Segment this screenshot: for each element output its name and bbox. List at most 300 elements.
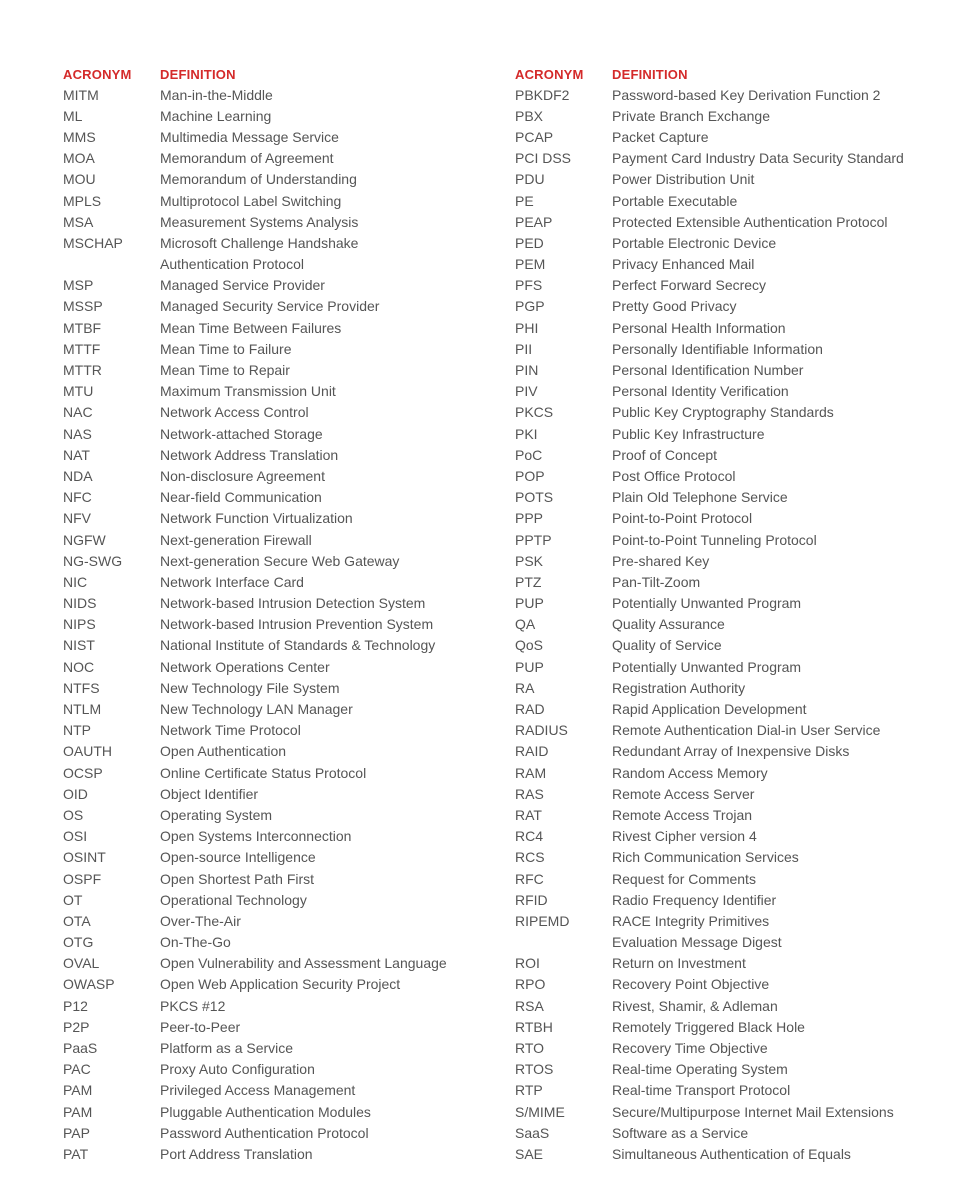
table-row — [63, 910, 483, 931]
acronym-cell: PII — [515, 340, 533, 357]
acronym-cell: NFC — [63, 489, 92, 506]
definition-cell: Remote Access Server — [612, 785, 755, 802]
definition-cell: Open Vulnerability and Assessment Language — [160, 955, 447, 972]
acronym-cell: PIN — [515, 362, 539, 379]
acronym-cell: MTU — [63, 383, 94, 400]
definition-cell: Personally Identifiable Information — [612, 340, 823, 357]
table-row — [63, 1080, 483, 1101]
definition-cell: Point-to-Point Tunneling Protocol — [612, 531, 817, 548]
table-row — [63, 529, 483, 550]
definition-cell: Pre-shared Key — [612, 552, 710, 569]
definition-cell: Peer-to-Peer — [160, 1018, 241, 1035]
acronym-cell: NTP — [63, 722, 91, 739]
table-row — [63, 169, 483, 190]
definition-cell: Network Time Protocol — [160, 722, 301, 739]
acronym-cell: MSSP — [63, 298, 103, 315]
table-row — [63, 84, 483, 105]
acronym-cell: NTLM — [63, 701, 102, 718]
acronym-cell: NIPS — [63, 616, 96, 633]
definition-cell: Multiprotocol Label Switching — [160, 192, 342, 209]
acronym-cell: S/MIME — [515, 1103, 565, 1120]
definition-cell: Network-based Intrusion Detection System — [160, 595, 426, 612]
acronym-cell: MTTR — [63, 362, 102, 379]
table-row — [515, 783, 935, 804]
acronym-cell: SAE — [515, 1145, 544, 1162]
acronym-cell: OTG — [63, 934, 94, 951]
table-row — [63, 465, 483, 486]
acronym-cell: RAD — [515, 701, 545, 718]
acronym-cell: POTS — [515, 489, 554, 506]
definition-cell: Public Key Infrastructure — [612, 425, 765, 442]
definition-cell: Rivest, Shamir, & Adleman — [612, 997, 778, 1014]
table-row — [63, 847, 483, 868]
definition-cell: Private Branch Exchange — [612, 107, 770, 124]
acronym-cell: OVAL — [63, 955, 100, 972]
definition-cell: National Institute of Standards & Technology — [160, 637, 436, 654]
definition-cell: Power Distribution Unit — [612, 171, 755, 188]
acronym-cell: RSA — [515, 997, 544, 1014]
table-row — [63, 487, 483, 508]
table-row — [515, 338, 935, 359]
table-row — [63, 275, 483, 296]
acronym-cell: PAM — [63, 1103, 93, 1120]
acronym-cell: PED — [515, 234, 544, 251]
table-row — [515, 677, 935, 698]
acronym-cell: RTP — [515, 1082, 543, 1099]
table-row — [63, 698, 483, 719]
acronym-cell: MSP — [63, 277, 94, 294]
definition-cell: Secure/Multipurpose Internet Mail Extensions — [612, 1103, 894, 1120]
definition-cell: Recovery Time Objective — [612, 1040, 768, 1057]
definition-cell: Open Systems Interconnection — [160, 828, 352, 845]
table-row — [63, 932, 483, 953]
table-row — [515, 635, 935, 656]
acronym-cell: RA — [515, 679, 535, 696]
acronym-cell: POP — [515, 467, 545, 484]
definition-cell: Mean Time to Repair — [160, 362, 290, 379]
table-row — [515, 359, 935, 380]
acronym-cell: PE — [515, 192, 534, 209]
acronym-cell: NIC — [63, 573, 88, 590]
table-row — [515, 720, 935, 741]
acronym-cell: NGFW — [63, 531, 106, 548]
table-row — [515, 698, 935, 719]
acronym-cell: RFC — [515, 870, 544, 887]
definition-cell: Network Access Control — [160, 404, 309, 421]
acronym-cell: RADIUS — [515, 722, 568, 739]
definition-cell: Next-generation Secure Web Gateway — [160, 552, 400, 569]
acronym-cell: OWASP — [63, 976, 115, 993]
acronym-cell: RAID — [515, 743, 549, 760]
table-row — [63, 804, 483, 825]
definition-cell: Network-attached Storage — [160, 425, 323, 442]
acronym-cell: P12 — [63, 997, 88, 1014]
acronym-cell: NOC — [63, 658, 95, 675]
table-row — [63, 677, 483, 698]
table-row — [515, 656, 935, 677]
definition-cell: Network Address Translation — [160, 446, 339, 463]
table-row — [515, 1101, 935, 1122]
acronym-cell: RIPEMD — [515, 912, 570, 929]
table-row — [515, 847, 935, 868]
definition-cell: Machine Learning — [160, 107, 272, 124]
definition-cell: Network Operations Center — [160, 658, 330, 675]
table-row — [63, 105, 483, 126]
acronym-cell: PEM — [515, 256, 546, 273]
definition-cell: Privileged Access Management — [160, 1082, 356, 1099]
definition-header: DEFINITION — [612, 66, 688, 82]
table-row — [63, 974, 483, 995]
definition-cell: Recovery Point Objective — [612, 976, 770, 993]
acronym-cell: RAS — [515, 785, 544, 802]
table-row — [515, 974, 935, 995]
table-row — [515, 254, 935, 275]
acronym-cell: MSA — [63, 213, 94, 230]
table-row — [515, 126, 935, 147]
definition-cell: New Technology File System — [160, 679, 340, 696]
definition-cell: Over-The-Air — [160, 912, 241, 929]
table-row — [63, 593, 483, 614]
acronym-list-right — [515, 84, 935, 1165]
definition-cell: Potentially Unwanted Program — [612, 595, 802, 612]
table-row — [515, 423, 935, 444]
definition-cell: Open Web Application Security Project — [160, 976, 401, 993]
table-row — [63, 741, 483, 762]
table-row — [63, 148, 483, 169]
definition-cell: Mean Time Between Failures — [160, 319, 342, 336]
table-row — [515, 741, 935, 762]
acronym-cell: ROI — [515, 955, 540, 972]
definition-cell: Measurement Systems Analysis — [160, 213, 359, 230]
acronym-cell: PSK — [515, 552, 544, 569]
definition-cell: Password Authentication Protocol — [160, 1124, 369, 1141]
definition-cell: Plain Old Telephone Service — [612, 489, 788, 506]
table-row — [515, 762, 935, 783]
acronym-cell: MTBF — [63, 319, 102, 336]
table-row — [515, 444, 935, 465]
table-row — [515, 953, 935, 974]
acronym-cell: NG-SWG — [63, 552, 123, 569]
table-row — [63, 1037, 483, 1058]
acronym-cell: RAT — [515, 806, 542, 823]
definition-cell: Open-source Intelligence — [160, 849, 316, 866]
table-row — [63, 635, 483, 656]
table-row — [63, 381, 483, 402]
definition-cell: Return on Investment — [612, 955, 746, 972]
table-row — [515, 804, 935, 825]
table-row — [515, 169, 935, 190]
definition-cell: Network-based Intrusion Prevention System — [160, 616, 434, 633]
table-row — [515, 1037, 935, 1058]
table-row — [63, 1122, 483, 1143]
acronym-cell: PUP — [515, 658, 544, 675]
table-row — [515, 910, 935, 931]
acronym-cell: OS — [63, 806, 84, 823]
definition-cell: Memorandum of Understanding — [160, 171, 357, 188]
table-row — [63, 550, 483, 571]
acronym-cell: MOU — [63, 171, 96, 188]
definition-cell: Registration Authority — [612, 679, 746, 696]
table-row — [515, 296, 935, 317]
table-row — [63, 254, 483, 275]
acronym-cell: PAT — [63, 1145, 89, 1162]
definition-cell: Managed Security Service Provider — [160, 298, 380, 315]
definition-cell: Personal Identification Number — [612, 362, 804, 379]
definition-cell: Software as a Service — [612, 1124, 749, 1141]
acronym-table-right — [515, 64, 935, 1165]
acronym-cell: PPTP — [515, 531, 552, 548]
definition-cell: Protected Extensible Authentication Protocol — [612, 213, 888, 230]
table-row — [515, 593, 935, 614]
definition-cell: Random Access Memory — [612, 764, 768, 781]
table-row — [63, 126, 483, 147]
definition-cell: Request for Comments — [612, 870, 756, 887]
definition-cell: Network Function Virtualization — [160, 510, 353, 527]
table-row — [515, 1122, 935, 1143]
acronym-cell: NAC — [63, 404, 93, 421]
table-row — [515, 1059, 935, 1080]
table-row — [63, 402, 483, 423]
definition-cell: Public Key Cryptography Standards — [612, 404, 834, 421]
acronym-cell: PGP — [515, 298, 545, 315]
table-row — [63, 508, 483, 529]
definition-cell: Payment Card Industry Data Security Standard — [612, 150, 904, 167]
table-row — [515, 995, 935, 1016]
table-row — [63, 211, 483, 232]
definition-cell: Point-to-Point Protocol — [612, 510, 753, 527]
acronym-cell: NFV — [63, 510, 91, 527]
table-row — [515, 232, 935, 253]
table-row — [63, 889, 483, 910]
acronym-cell: NDA — [63, 467, 93, 484]
definition-cell: Next-generation Firewall — [160, 531, 312, 548]
acronym-cell: RTOS — [515, 1061, 554, 1078]
table-row — [63, 444, 483, 465]
definition-cell: RACE Integrity Primitives — [612, 912, 770, 929]
acronym-cell: PIV — [515, 383, 538, 400]
table-row — [63, 1143, 483, 1164]
table-row — [515, 529, 935, 550]
table-row — [63, 783, 483, 804]
definition-cell: Near-field Communication — [160, 489, 322, 506]
acronym-cell: OID — [63, 785, 88, 802]
definition-cell: Platform as a Service — [160, 1040, 294, 1057]
table-header — [63, 64, 483, 84]
table-row — [63, 359, 483, 380]
table-row — [515, 402, 935, 423]
table-row — [63, 1016, 483, 1037]
definition-cell: Object Identifier — [160, 785, 259, 802]
acronym-cell: PAC — [63, 1061, 91, 1078]
definition-cell: Maximum Transmission Unit — [160, 383, 336, 400]
definition-cell: Proxy Auto Configuration — [160, 1061, 315, 1078]
acronym-cell: PKI — [515, 425, 538, 442]
definition-cell: Proof of Concept — [612, 446, 718, 463]
acronym-cell: RC4 — [515, 828, 544, 845]
table-row — [515, 889, 935, 910]
definition-cell: Online Certificate Status Protocol — [160, 764, 367, 781]
acronym-cell: SaaS — [515, 1124, 550, 1141]
acronym-cell: P2P — [63, 1018, 90, 1035]
definition-cell: Potentially Unwanted Program — [612, 658, 802, 675]
definition-cell: Evaluation Message Digest — [612, 934, 782, 951]
acronym-cell: OCSP — [63, 764, 103, 781]
definition-cell: Multimedia Message Service — [160, 128, 339, 145]
definition-cell: Operational Technology — [160, 891, 307, 908]
acronym-cell: PaaS — [63, 1040, 98, 1057]
table-row — [515, 550, 935, 571]
definition-cell: Rivest Cipher version 4 — [612, 828, 757, 845]
table-row — [515, 868, 935, 889]
table-row — [63, 232, 483, 253]
definition-cell: Non-disclosure Agreement — [160, 467, 325, 484]
acronym-cell: PUP — [515, 595, 544, 612]
definition-cell: Pretty Good Privacy — [612, 298, 737, 315]
acronym-cell: RPO — [515, 976, 546, 993]
definition-cell: Portable Electronic Device — [612, 234, 777, 251]
definition-cell: Privacy Enhanced Mail — [612, 256, 755, 273]
table-row — [515, 317, 935, 338]
acronym-cell: MTTF — [63, 340, 101, 357]
acronym-list-left — [63, 84, 483, 1165]
acronym-cell: PPP — [515, 510, 544, 527]
acronym-cell: OSPF — [63, 870, 102, 887]
definition-cell: PKCS #12 — [160, 997, 226, 1014]
definition-cell: Redundant Array of Inexpensive Disks — [612, 743, 850, 760]
definition-cell: Rich Communication Services — [612, 849, 799, 866]
acronym-cell: PBKDF2 — [515, 86, 570, 103]
table-row — [515, 381, 935, 402]
definition-cell: Real-time Operating System — [612, 1061, 788, 1078]
definition-cell: Open Shortest Path First — [160, 870, 315, 887]
acronym-cell: NIDS — [63, 595, 97, 612]
table-row — [515, 508, 935, 529]
acronym-cell: PHI — [515, 319, 539, 336]
definition-cell: Remote Access Trojan — [612, 806, 753, 823]
definition-cell: Pan-Tilt-Zoom — [612, 573, 701, 590]
table-row — [515, 84, 935, 105]
acronym-cell: NTFS — [63, 679, 100, 696]
table-row — [63, 338, 483, 359]
acronym-cell: OT — [63, 891, 83, 908]
acronym-cell: OTA — [63, 912, 91, 929]
acronym-cell: PoC — [515, 446, 543, 463]
definition-cell: Simultaneous Authentication of Equals — [612, 1145, 851, 1162]
table-row — [515, 1016, 935, 1037]
definition-cell: Port Address Translation — [160, 1145, 313, 1162]
acronym-cell: QoS — [515, 637, 544, 654]
definition-cell: Rapid Application Development — [612, 701, 807, 718]
table-row — [63, 826, 483, 847]
acronym-cell: RTO — [515, 1040, 545, 1057]
acronym-cell: PAP — [63, 1124, 90, 1141]
table-row — [63, 317, 483, 338]
acronym-cell: MMS — [63, 128, 96, 145]
acronym-cell: ML — [63, 107, 83, 124]
acronym-cell: MPLS — [63, 192, 102, 209]
definition-cell: Mean Time to Failure — [160, 340, 292, 357]
acronym-header: ACRONYM — [515, 66, 584, 82]
definition-cell: Man-in-the-Middle — [160, 86, 273, 103]
definition-cell: Real-time Transport Protocol — [612, 1082, 791, 1099]
acronym-cell: OSINT — [63, 849, 106, 866]
acronym-cell: PCAP — [515, 128, 554, 145]
acronym-cell: PBX — [515, 107, 544, 124]
table-row — [63, 571, 483, 592]
table-row — [515, 148, 935, 169]
acronym-cell: PKCS — [515, 404, 554, 421]
definition-cell: Memorandum of Agreement — [160, 150, 334, 167]
table-row — [63, 656, 483, 677]
definition-cell: Portable Executable — [612, 192, 738, 209]
definition-cell: Personal Identity Verification — [612, 383, 789, 400]
table-row — [515, 571, 935, 592]
table-row — [63, 1059, 483, 1080]
table-row — [63, 190, 483, 211]
acronym-header: ACRONYM — [63, 66, 132, 82]
definition-cell: Pluggable Authentication Modules — [160, 1103, 371, 1120]
acronym-cell: RCS — [515, 849, 545, 866]
acronym-cell: OSI — [63, 828, 88, 845]
acronym-table-left — [63, 64, 483, 1165]
acronym-cell: PTZ — [515, 573, 542, 590]
definition-cell: Authentication Protocol — [160, 256, 304, 273]
acronym-cell: PDU — [515, 171, 545, 188]
acronym-cell: MITM — [63, 86, 99, 103]
definition-header: DEFINITION — [160, 66, 236, 82]
table-row — [63, 720, 483, 741]
definition-cell: Quality of Service — [612, 637, 722, 654]
table-row — [63, 296, 483, 317]
definition-cell: Quality Assurance — [612, 616, 725, 633]
definition-cell: Perfect Forward Secrecy — [612, 277, 767, 294]
table-row — [515, 465, 935, 486]
definition-cell: Personal Health Information — [612, 319, 786, 336]
acronym-cell: MSCHAP — [63, 234, 123, 251]
table-row — [515, 190, 935, 211]
acronym-cell: PEAP — [515, 213, 553, 230]
table-row — [63, 868, 483, 889]
acronym-cell: RTBH — [515, 1018, 553, 1035]
table-row — [63, 1101, 483, 1122]
table-row — [63, 614, 483, 635]
table-header — [515, 64, 935, 84]
table-row — [63, 995, 483, 1016]
definition-cell: Post Office Protocol — [612, 467, 736, 484]
definition-cell: Packet Capture — [612, 128, 709, 145]
table-row — [515, 211, 935, 232]
acronym-cell: QA — [515, 616, 536, 633]
acronym-cell: PAM — [63, 1082, 93, 1099]
definition-cell: Microsoft Challenge Handshake — [160, 234, 359, 251]
acronym-cell: PFS — [515, 277, 543, 294]
acronym-cell: NAS — [63, 425, 92, 442]
table-row — [515, 826, 935, 847]
acronym-cell: RAM — [515, 764, 547, 781]
definition-cell: Managed Service Provider — [160, 277, 325, 294]
definition-cell: Open Authentication — [160, 743, 287, 760]
table-row — [63, 423, 483, 444]
definition-cell: Remote Authentication Dial-in User Service — [612, 722, 881, 739]
table-row — [515, 1143, 935, 1164]
definition-cell: Password-based Key Derivation Function 2 — [612, 86, 881, 103]
definition-cell: On-The-Go — [160, 934, 231, 951]
table-row — [63, 953, 483, 974]
table-row — [515, 932, 935, 953]
table-row — [515, 487, 935, 508]
table-row — [515, 275, 935, 296]
definition-cell: Network Interface Card — [160, 573, 304, 590]
